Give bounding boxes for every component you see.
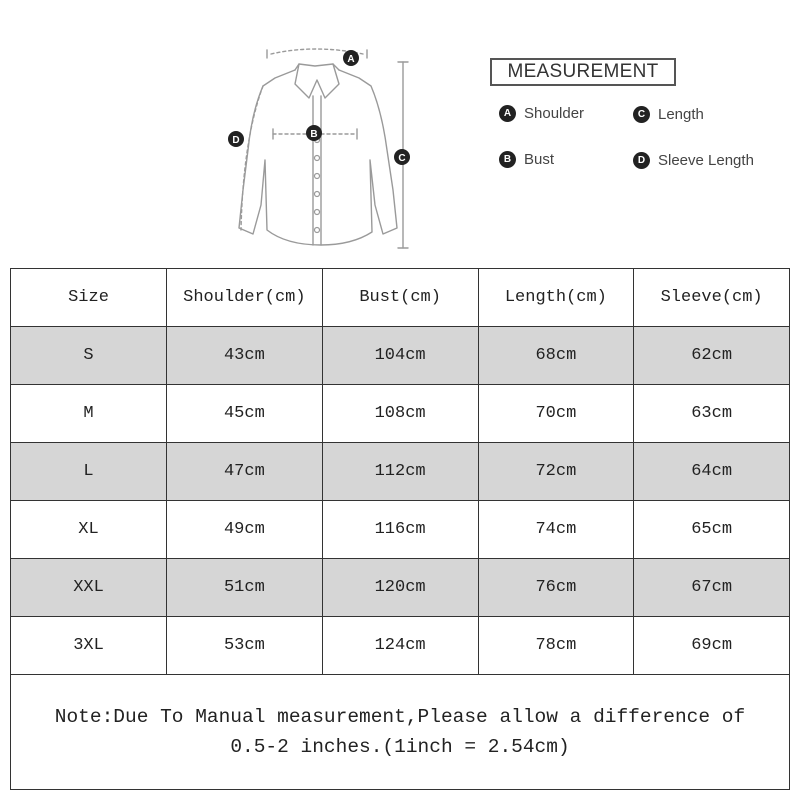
svg-text:D: D [232, 135, 240, 146]
table-cell: 65cm [634, 501, 790, 559]
table-cell: 72cm [478, 443, 634, 501]
column-header: Shoulder(cm) [167, 269, 323, 327]
table-cell: M [11, 385, 167, 443]
table-cell: L [11, 443, 167, 501]
table-header-row [11, 269, 790, 327]
column-header: Size [11, 269, 167, 327]
table-row [11, 443, 790, 501]
table-cell: 112cm [322, 443, 478, 501]
legend-label: Bust [524, 151, 555, 168]
table-cell: 76cm [478, 559, 634, 617]
legend-label: Length [658, 106, 704, 123]
table-cell: 104cm [322, 327, 478, 385]
badge-d-icon: D [633, 152, 650, 169]
badge-a-icon [343, 50, 359, 66]
table-row [11, 501, 790, 559]
table-cell: 43cm [167, 327, 323, 385]
legend-label: Shoulder [524, 105, 585, 122]
table-cell: 124cm [322, 617, 478, 675]
legend-label: Sleeve Length [658, 152, 754, 169]
badge-c-icon [394, 149, 410, 165]
badge-c-icon: C [633, 106, 650, 123]
legend-item-shoulder [499, 105, 584, 122]
table-cell: 64cm [634, 443, 790, 501]
table-cell: 68cm [478, 327, 634, 385]
note-text: Note:Due To Manual measurement,Please allow a difference of 0.5-2 inches.(1inch = 2.54cm) [54, 706, 746, 758]
legend-item-sleeve-length [633, 152, 754, 169]
table-cell: 70cm [478, 385, 634, 443]
table-cell: XL [11, 501, 167, 559]
svg-text:A: A [347, 54, 355, 65]
table-cell: 49cm [167, 501, 323, 559]
badge-b-icon: B [499, 151, 516, 168]
table-cell: 63cm [634, 385, 790, 443]
table-cell: S [11, 327, 167, 385]
table-cell: 51cm [167, 559, 323, 617]
column-header: Length(cm) [478, 269, 634, 327]
table-row [11, 385, 790, 443]
table-cell: 108cm [322, 385, 478, 443]
legend-item-bust [499, 151, 554, 168]
badge-b-icon [306, 125, 322, 141]
measurement-title: MEASUREMENT [490, 58, 676, 86]
table-row [11, 327, 790, 385]
svg-text:B: B [310, 129, 318, 140]
table-cell: 116cm [322, 501, 478, 559]
table-cell: 45cm [167, 385, 323, 443]
table-cell: 47cm [167, 443, 323, 501]
table-cell: 69cm [634, 617, 790, 675]
table-cell: 78cm [478, 617, 634, 675]
svg-text:C: C [398, 153, 406, 164]
size-chart-table [10, 268, 790, 675]
shirt-measurement-diagram [215, 40, 425, 255]
table-cell: 67cm [634, 559, 790, 617]
column-header: Sleeve(cm) [634, 269, 790, 327]
column-header: Bust(cm) [322, 269, 478, 327]
table-cell: XXL [11, 559, 167, 617]
table-cell: 53cm [167, 617, 323, 675]
table-cell: 3XL [11, 617, 167, 675]
table-cell: 62cm [634, 327, 790, 385]
legend-item-length [633, 106, 704, 123]
table-row [11, 559, 790, 617]
table-row [11, 617, 790, 675]
badge-a-icon: A [499, 105, 516, 122]
badge-d-icon [228, 131, 244, 147]
table-cell: 120cm [322, 559, 478, 617]
table-cell: 74cm [478, 501, 634, 559]
measurement-note [10, 675, 790, 790]
